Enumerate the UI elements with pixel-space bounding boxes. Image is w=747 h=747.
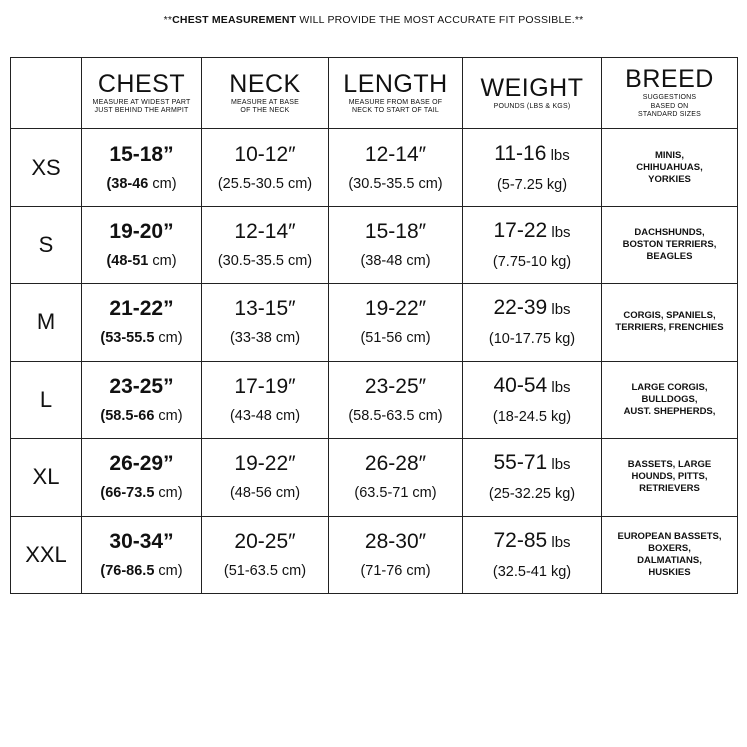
header-title: WEIGHT [480, 73, 584, 102]
weight-kg: (32.5-41 kg) [492, 563, 572, 580]
header-subtitle: MEASURE FROM BASE OF NECK TO START OF TAIL [348, 98, 443, 115]
breed-line: HOUNDS, PITTS, [631, 471, 708, 483]
weight-lbs-unit: lbs [546, 146, 570, 164]
neck-inches: 13-15″ [234, 297, 296, 321]
size-label-cell [11, 284, 82, 361]
length-cell [329, 284, 463, 361]
chest-cell [82, 439, 202, 516]
neck-cell [202, 284, 329, 361]
chest-cm-unit: cm) [154, 485, 183, 502]
weight-lbs-value: 72-85 [493, 528, 548, 552]
neck-inches: 19-22″ [234, 452, 296, 476]
weight-lbs-value: 22-39 [493, 296, 548, 320]
size-label: XL [32, 464, 60, 490]
header-chest [82, 58, 202, 129]
chest-cell [82, 129, 202, 206]
neck-cm: (51-63.5 cm) [223, 562, 307, 579]
chest-cm-value: (38-46 [106, 175, 149, 192]
size-label-cell [11, 516, 82, 594]
neck-inches: 20-25″ [234, 529, 296, 553]
weight-lbs-unit: lbs [547, 456, 571, 474]
breed-cell [602, 129, 738, 206]
weight-lbs [463, 295, 601, 323]
weight-lbs [463, 528, 601, 556]
size-row [11, 206, 738, 283]
neck-cm: (48-56 cm) [229, 485, 301, 502]
chest-inches [82, 219, 201, 245]
header-subtitle: POUNDS (LBS & KGS) [493, 102, 571, 110]
chest-measurement-note [0, 14, 747, 26]
breed-line: DALMATIANS, [637, 554, 702, 566]
neck-inches: 10-12″ [234, 142, 296, 166]
weight-cell [463, 206, 602, 283]
neck-cell [202, 439, 329, 516]
chest-cm-unit: cm) [154, 562, 183, 579]
chest-inches [82, 529, 201, 555]
note-prefix: ** [163, 14, 173, 26]
breed-line: AUST. SHEPHERDS, [623, 405, 716, 417]
note-bold: CHEST MEASUREMENT [172, 14, 297, 26]
chest-cm [82, 328, 201, 348]
size-chart-table [10, 57, 738, 594]
neck-cm: (25.5-30.5 cm) [217, 175, 313, 192]
length-cm: (30.5-35.5 cm) [348, 175, 443, 192]
breed-cell [602, 206, 738, 283]
chest-inches-value: 26-29” [109, 452, 174, 476]
breed-line: RETRIEVERS [639, 483, 700, 495]
breed-line: BULLDOGS, [641, 393, 698, 405]
weight-cell [463, 361, 602, 438]
chest-cm [82, 174, 201, 194]
chest-inches-value: 23-25” [109, 374, 174, 398]
header-neck [202, 58, 329, 129]
chest-cm-unit: cm) [148, 253, 177, 270]
header-length [329, 58, 463, 129]
chest-cell [82, 206, 202, 283]
size-label-cell [11, 206, 82, 283]
length-cm: (71-76 cm) [360, 562, 431, 579]
neck-cm: (30.5-35.5 cm) [217, 253, 313, 270]
header-row [11, 58, 738, 129]
breed-line: CORGIS, SPANIELS, [623, 310, 716, 322]
length-cell [329, 206, 463, 283]
size-label-cell [11, 439, 82, 516]
weight-lbs [463, 373, 601, 401]
weight-cell [463, 129, 602, 206]
weight-lbs-unit: lbs [547, 378, 571, 396]
chest-inches [82, 451, 201, 477]
breed-line: TERRIERS, FRENCHIES [615, 322, 724, 334]
size-label: XS [31, 154, 61, 180]
neck-cm: (43-48 cm) [229, 407, 301, 424]
chest-inches-value: 21-22” [109, 297, 174, 321]
weight-kg: (5-7.25 kg) [496, 176, 568, 193]
length-cell [329, 439, 463, 516]
size-row [11, 361, 738, 438]
size-label-cell [11, 361, 82, 438]
chest-cell [82, 284, 202, 361]
size-label: XXL [25, 541, 67, 567]
weight-lbs-unit: lbs [547, 533, 571, 551]
size-label: L [39, 386, 53, 412]
breed-line: BASSETS, LARGE [627, 459, 712, 471]
weight-lbs-value: 17-22 [493, 219, 548, 243]
chest-cm-value: (53-55.5 [100, 330, 155, 347]
length-inches: 23-25″ [364, 374, 427, 398]
header-subtitle: SUGGESTIONS BASED ON STANDARD SIZES [638, 94, 701, 119]
neck-cell [202, 129, 329, 206]
breed-line: HUSKIES [648, 566, 691, 578]
size-row [11, 516, 738, 594]
weight-lbs [463, 218, 601, 246]
breed-cell [602, 361, 738, 438]
chest-cm [82, 483, 201, 503]
weight-cell [463, 516, 602, 594]
weight-cell [463, 284, 602, 361]
chest-cm-value: (66-73.5 [100, 485, 155, 502]
header-title: LENGTH [343, 69, 448, 98]
size-label: M [36, 309, 56, 335]
breed-cell [602, 439, 738, 516]
neck-cm: (33-38 cm) [229, 330, 301, 347]
breed-line: DACHSHUNDS, [634, 227, 705, 239]
chest-cm-unit: cm) [154, 407, 183, 424]
weight-kg: (10-17.75 kg) [488, 331, 576, 348]
breed-line: BOSTON TERRIERS, [622, 239, 717, 251]
neck-inches: 17-19″ [234, 374, 296, 398]
breed-line: MINIS, [654, 149, 685, 161]
chest-cm [82, 561, 201, 581]
length-cell [329, 361, 463, 438]
weight-kg: (18-24.5 kg) [492, 408, 572, 425]
breed-line: BOXERS, [648, 542, 691, 554]
chest-cm [82, 251, 201, 271]
weight-kg: (7.75-10 kg) [492, 254, 572, 271]
breed-line: LARGE CORGIS, [631, 381, 708, 393]
header-title: BREED [625, 65, 714, 94]
length-cell [329, 129, 463, 206]
length-cell [329, 516, 463, 594]
weight-lbs-value: 55-71 [493, 451, 548, 475]
chest-inches [82, 296, 201, 322]
chest-cm-value: (58.5-66 [100, 407, 155, 424]
chest-cm-unit: cm) [154, 330, 183, 347]
weight-lbs-value: 11-16 [494, 141, 547, 165]
breed-line: CHIHUAHUAS, [636, 161, 703, 173]
chest-inches-value: 15-18” [109, 142, 174, 166]
length-inches: 12-14″ [364, 142, 427, 166]
chest-inches [82, 142, 201, 168]
length-cm: (51-56 cm) [360, 330, 431, 347]
chest-inches-value: 19-20” [109, 220, 174, 244]
header-breed [602, 58, 738, 129]
header-subtitle: MEASURE AT BASE OF THE NECK [230, 98, 300, 115]
chest-cm [82, 406, 201, 426]
weight-lbs-unit: lbs [547, 224, 571, 242]
length-cm: (38-48 cm) [360, 253, 431, 270]
header-title: NECK [229, 69, 301, 98]
length-cm: (58.5-63.5 cm) [348, 407, 443, 424]
size-label-cell [11, 129, 82, 206]
note-rest: WILL PROVIDE THE MOST ACCURATE FIT POSSIBLE.** [296, 14, 584, 26]
size-row [11, 129, 738, 206]
chest-cell [82, 516, 202, 594]
weight-lbs-value: 40-54 [493, 373, 548, 397]
chest-cm-value: (76-86.5 [100, 562, 155, 579]
length-inches: 15-18″ [364, 220, 427, 244]
header-title: CHEST [97, 69, 186, 98]
size-row [11, 439, 738, 516]
chest-cm-value: (48-51 [106, 253, 149, 270]
weight-cell [463, 439, 602, 516]
length-inches: 26-28″ [364, 452, 427, 476]
size-row [11, 284, 738, 361]
chest-cm-unit: cm) [148, 175, 177, 192]
length-inches: 19-22″ [364, 297, 427, 321]
breed-cell [602, 284, 738, 361]
header-subtitle: MEASURE AT WIDEST PART JUST BEHIND THE ARMPIT [92, 98, 191, 115]
length-cm: (63.5-71 cm) [354, 485, 437, 502]
chest-inches-value: 30-34” [109, 529, 174, 553]
header-empty-cell [11, 58, 82, 129]
weight-lbs [463, 450, 601, 478]
weight-kg: (25-32.25 kg) [488, 486, 576, 503]
breed-line: YORKIES [648, 173, 691, 185]
neck-cell [202, 516, 329, 594]
length-inches: 28-30″ [364, 529, 427, 553]
neck-cell [202, 361, 329, 438]
neck-inches: 12-14″ [234, 220, 296, 244]
chest-inches [82, 374, 201, 400]
breed-line: EUROPEAN BASSETS, [617, 530, 722, 542]
chest-cell [82, 361, 202, 438]
weight-lbs-unit: lbs [547, 301, 571, 319]
size-label: S [38, 232, 54, 258]
header-weight [463, 58, 602, 129]
breed-line: BEAGLES [646, 251, 693, 263]
neck-cell [202, 206, 329, 283]
breed-cell [602, 516, 738, 594]
weight-lbs [463, 141, 601, 169]
